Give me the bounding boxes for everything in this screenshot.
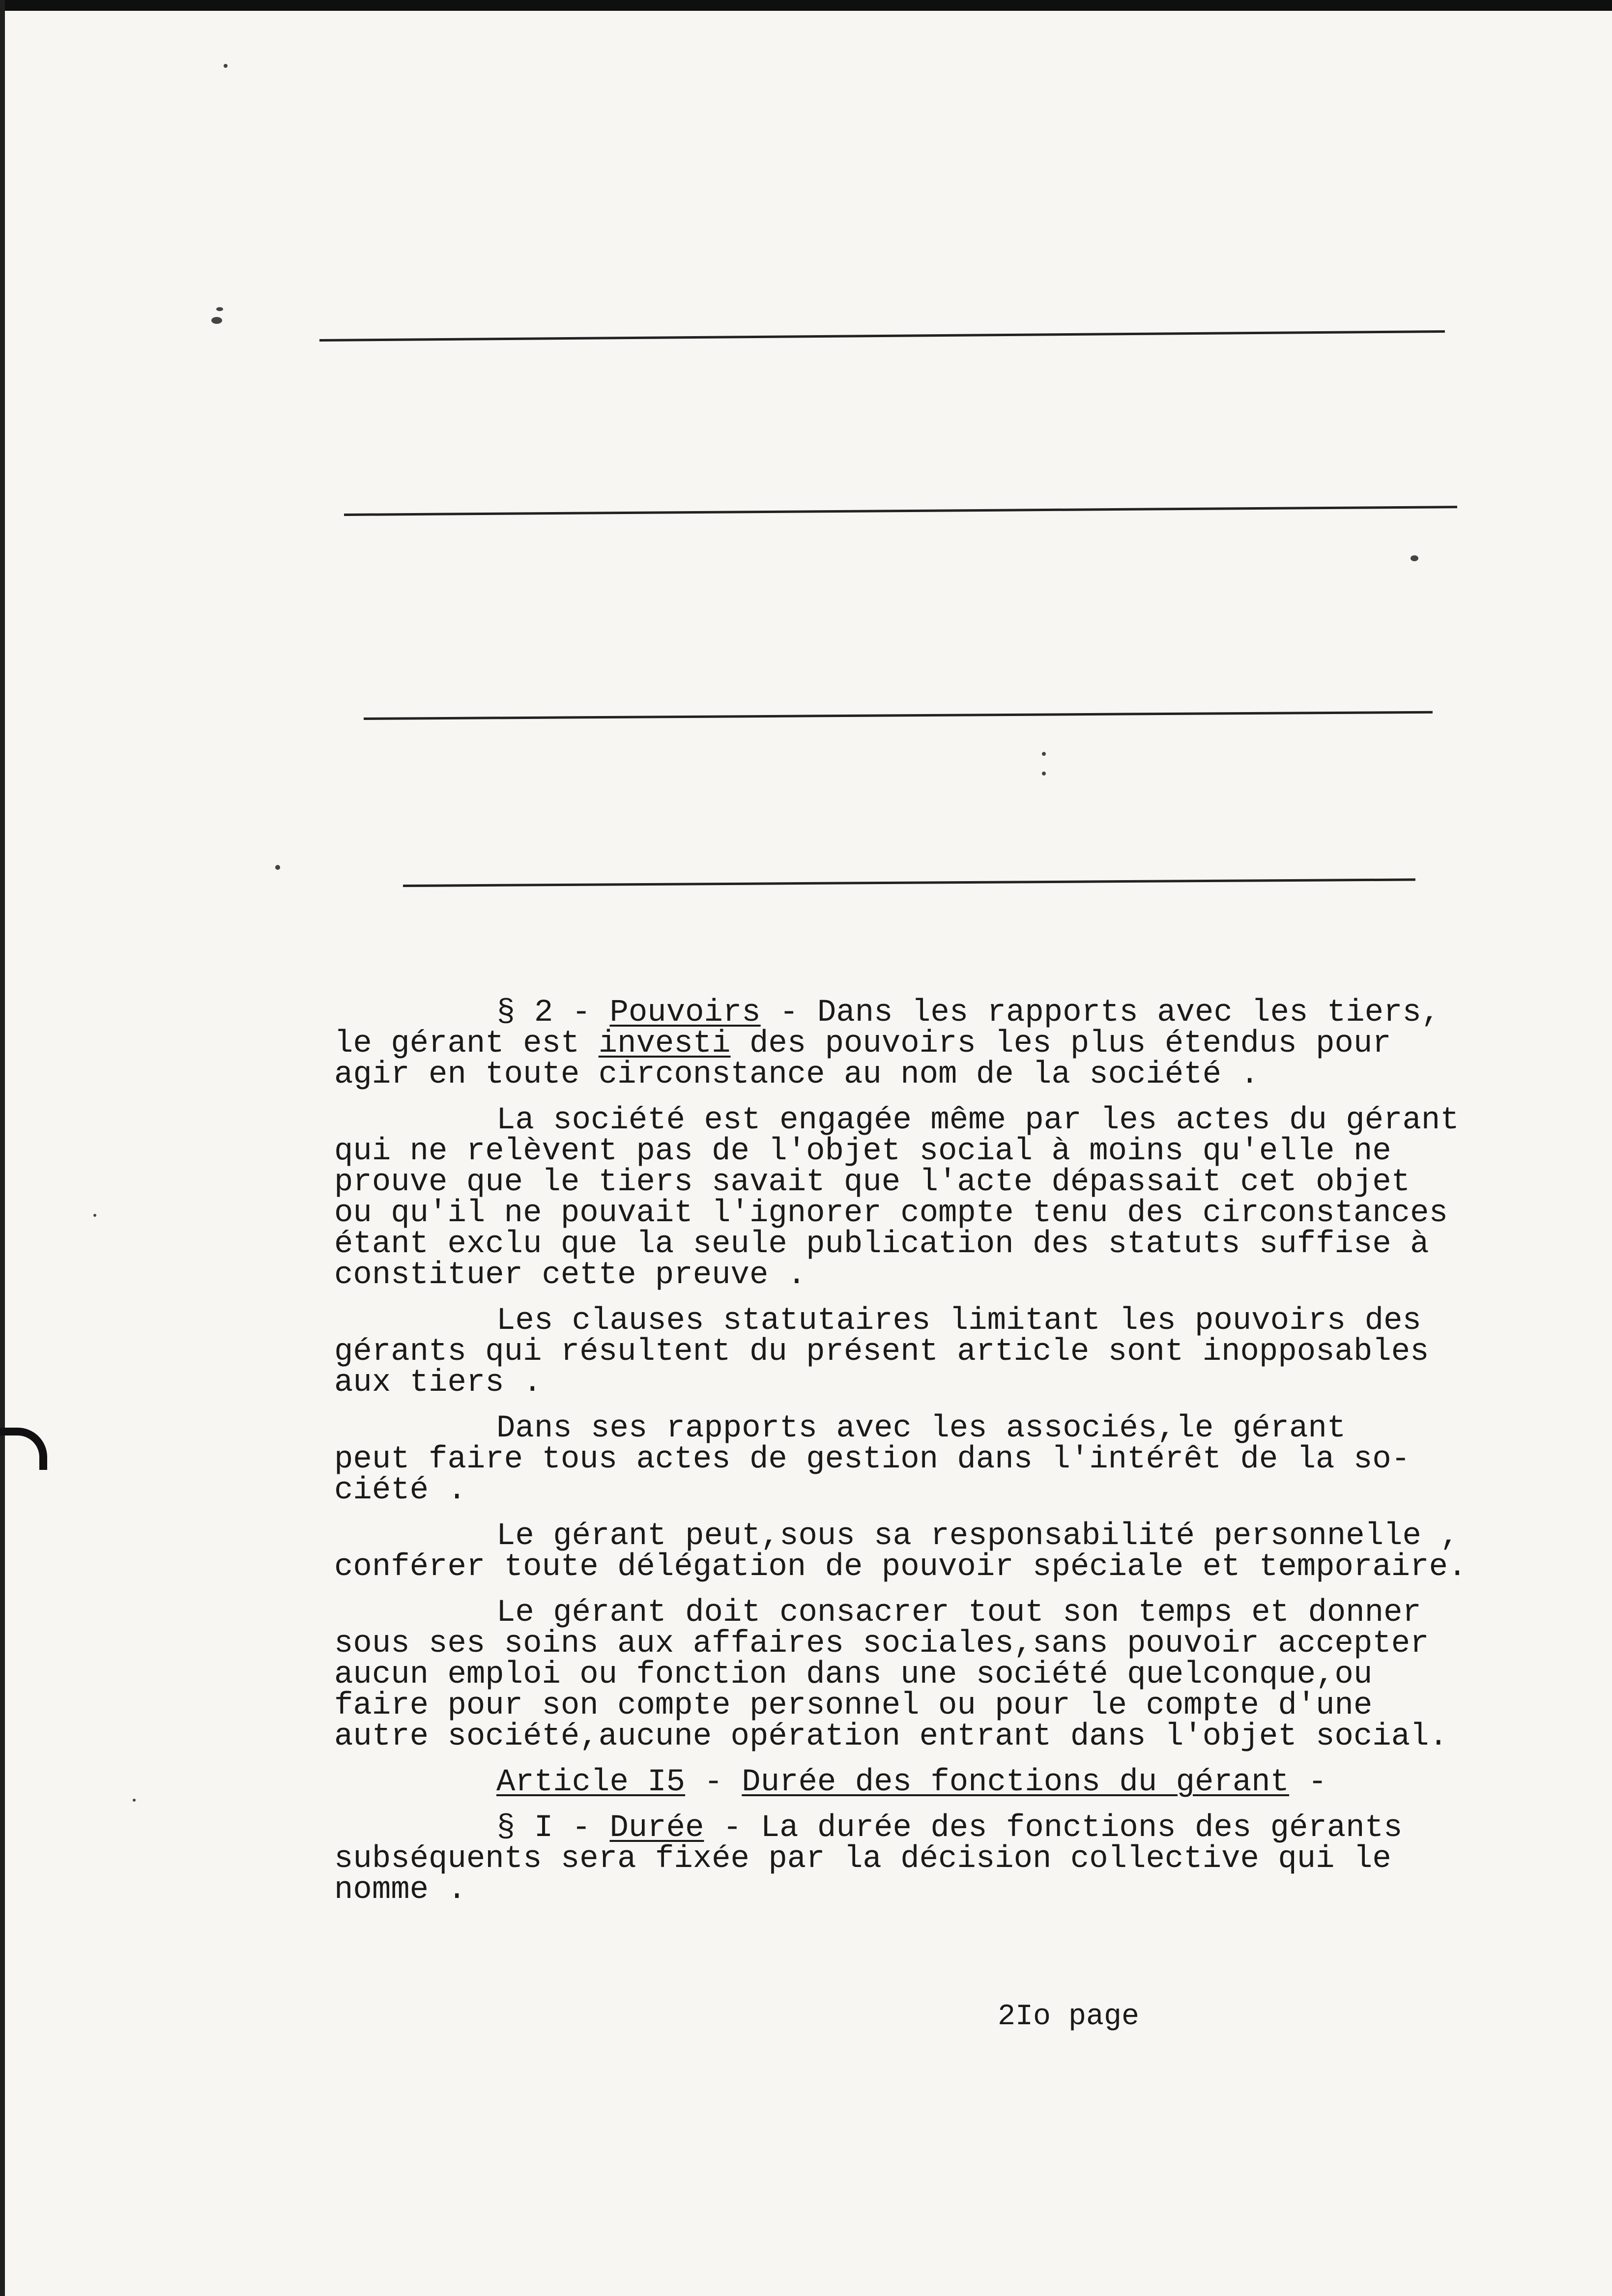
- text-line: [334, 1719, 1553, 1754]
- text-line: [334, 1413, 1553, 1444]
- text-line: [334, 1521, 1553, 1552]
- page-number: 2Io page: [998, 2000, 1140, 2034]
- paragraph-p7: [334, 1767, 1553, 1798]
- text-line: [334, 1057, 1553, 1092]
- text-line: [334, 995, 1553, 1031]
- text-segment: Les clauses statutaires limitant les pouvoirs des: [496, 1303, 1421, 1339]
- text-line: [334, 1657, 1553, 1693]
- text-segment: Le gérant doit consacrer tout son temps et donner: [496, 1595, 1421, 1631]
- text-segment: aucun emploi ou fonction dans une société quelconque,ou: [334, 1657, 1373, 1693]
- text-line: [334, 1303, 1553, 1339]
- text-line: [334, 1841, 1553, 1877]
- text-segment: - Dans les rapports avec les tiers,: [760, 995, 1440, 1031]
- text-segment: § 2 -: [496, 995, 610, 1031]
- text-line: [334, 1810, 1553, 1846]
- scan-margin-mark: [0, 1428, 47, 1470]
- paragraph-p3: [334, 1303, 1553, 1401]
- scan-speck: [216, 307, 223, 311]
- underlined-text: Pouvoirs: [609, 995, 761, 1031]
- text-segment: -: [1289, 1765, 1327, 1800]
- text-line: [334, 1595, 1553, 1631]
- text-line: [334, 1552, 1553, 1583]
- underlined-text: investi: [598, 1026, 731, 1062]
- text-segment: peut faire tous actes de gestion dans l'intérêt de la so-: [334, 1442, 1410, 1477]
- text-segment: nomme .: [334, 1872, 466, 1908]
- scan-top-edge: [0, 0, 1612, 11]
- scan-speck: [1410, 555, 1418, 561]
- text-line: [334, 1260, 1553, 1291]
- text-line: [334, 1365, 1553, 1401]
- text-line: [334, 1105, 1553, 1136]
- paragraph-p6: [334, 1595, 1553, 1754]
- text-line: [334, 1167, 1553, 1198]
- paragraph-p2: [334, 1105, 1553, 1291]
- text-line: [334, 1198, 1553, 1229]
- text-line: [334, 1444, 1553, 1475]
- text-segment: qui ne relèvent pas de l'objet social à moins qu'elle ne: [334, 1134, 1391, 1169]
- text-segment: gérants qui résultent du présent article sont inopposables: [334, 1334, 1429, 1370]
- text-segment: autre société,aucune opération entrant dans l'objet social.: [334, 1719, 1448, 1754]
- text-segment: constituer cette preuve .: [334, 1258, 806, 1293]
- paragraph-p4: [334, 1413, 1553, 1506]
- text-segment: agir en toute circonstance au nom de la société .: [334, 1057, 1259, 1092]
- text-segment: étant exclu que la seule publication des statuts suffise à: [334, 1227, 1429, 1262]
- text-segment: - La durée des fonctions des gérants: [704, 1810, 1403, 1846]
- underlined-text: Durée: [609, 1810, 704, 1846]
- text-line: [334, 1626, 1553, 1662]
- paragraph-p1: [334, 995, 1553, 1092]
- text-segment: La société est engagée même par les actes du gérant: [496, 1103, 1459, 1138]
- text-segment: subséquents sera fixée par la décision collective qui le: [334, 1841, 1391, 1877]
- underlined-text: Durée des fonctions du gérant: [742, 1765, 1290, 1800]
- text-line: [334, 1688, 1553, 1723]
- text-line: [334, 1767, 1553, 1798]
- scan-speck: [93, 1214, 96, 1217]
- text-line: [334, 1136, 1553, 1167]
- text-line: [334, 1872, 1553, 1908]
- scan-speck: [275, 865, 280, 870]
- paragraph-p8: [334, 1810, 1553, 1908]
- text-segment: ciété .: [334, 1473, 466, 1508]
- text-line: [334, 1334, 1553, 1370]
- text-line: [334, 1229, 1553, 1260]
- scan-speck: [224, 64, 228, 68]
- text-segment: conférer toute délégation de pouvoir spéciale et temporaire.: [334, 1550, 1467, 1585]
- underlined-text: Article I5: [496, 1765, 686, 1800]
- text-segment: Dans ses rapports avec les associés,le gérant: [496, 1411, 1346, 1446]
- text-segment: faire pour son compte personnel ou pour le compte d'une: [334, 1688, 1373, 1723]
- blank-line-1: [319, 330, 1445, 342]
- scan-speck: [1042, 752, 1046, 756]
- blank-line-2: [344, 506, 1457, 516]
- scan-speck: [211, 317, 222, 324]
- scan-speck: [1042, 772, 1046, 775]
- text-segment: Le gérant peut,sous sa responsabilité personnelle ,: [496, 1519, 1459, 1554]
- text-segment: prouve que le tiers savait que l'acte dépassait cet objet: [334, 1165, 1410, 1200]
- text-line: [334, 1026, 1553, 1062]
- scan-left-edge: [0, 0, 5, 2296]
- scan-speck: [133, 1799, 136, 1802]
- blank-line-3: [364, 711, 1433, 720]
- text-segment: aux tiers .: [334, 1365, 542, 1401]
- text-segment: sous ses soins aux affaires sociales,sans pouvoir accepter: [334, 1626, 1429, 1662]
- paragraph-p5: [334, 1521, 1553, 1583]
- text-segment: ou qu'il ne pouvait l'ignorer compte tenu des circonstances: [334, 1196, 1448, 1231]
- document-body: [334, 995, 1553, 1921]
- text-segment: des pouvoirs les plus étendus pour: [730, 1026, 1391, 1062]
- text-segment: § I -: [496, 1810, 610, 1846]
- text-segment: -: [685, 1765, 742, 1800]
- blank-line-4: [403, 878, 1415, 887]
- text-line: [334, 1475, 1553, 1506]
- text-segment: le gérant est: [334, 1026, 599, 1062]
